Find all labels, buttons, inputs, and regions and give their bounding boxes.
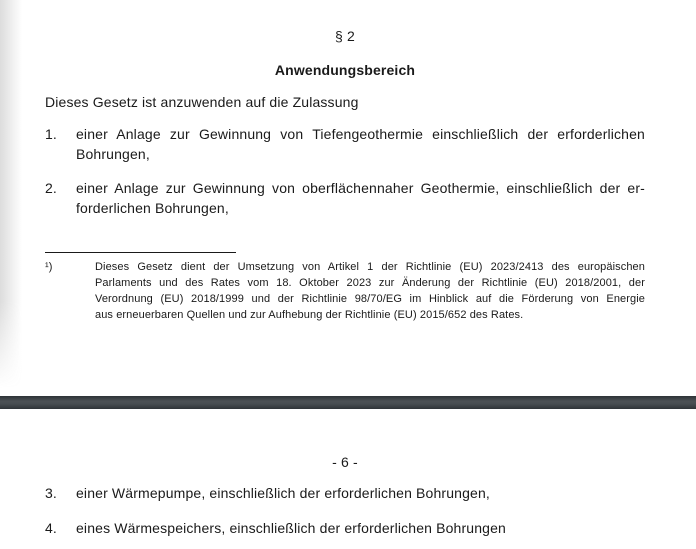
list-number: 3. — [45, 485, 57, 501]
list-item-text — [76, 124, 645, 164]
section-title: Anwendungsbereich — [274, 62, 416, 78]
list-item-1 — [45, 124, 645, 164]
list-line: forderlichen Bohrungen, — [76, 200, 229, 216]
section-number: § 2 — [335, 28, 355, 44]
list-line: eines Wärmespeichers, einschließlich der erforderlichen Bohrungen — [76, 520, 506, 536]
page-edge-shadow — [0, 0, 24, 396]
page-break-bar — [0, 396, 696, 409]
page-number: - 6 - — [332, 454, 358, 470]
footnote-line: aus erneuerbaren Quellen und zur Aufhebung der Richtlinie (EU) 2015/652 des Rates. — [95, 309, 524, 321]
footnote-line: Verordnung (EU) 2018/1999 und der Richtlinie 98/70/EG im Hinblick auf die Förderung von Energie — [95, 293, 645, 305]
footnote-line: Parlaments und des Rates vom 18. Oktober 2023 zur Änderung der Richtlinie (EU) 2018/2001, der — [95, 277, 645, 289]
list-line: einer Anlage zur Gewinnung von oberflächennaher Geothermie, einschließlich der er- — [76, 180, 645, 196]
list-number: 1. — [45, 126, 57, 142]
list-line: Bohrungen, — [76, 146, 150, 162]
intro-paragraph: Dieses Gesetz ist anzuwenden auf die Zulassung — [45, 94, 359, 110]
list-item-text — [76, 178, 645, 218]
footnote-text — [95, 259, 645, 323]
list-number: 2. — [45, 180, 57, 196]
footnote-marker: ¹) — [45, 261, 53, 273]
list-number: 4. — [45, 520, 57, 536]
list-line: einer Anlage zur Gewinnung von Tiefengeothermie einschließlich der erforderlichen — [76, 126, 645, 142]
list-line: einer Wärmepumpe, einschließlich der erforderlichen Bohrungen, — [76, 485, 490, 501]
footnote-1 — [45, 259, 645, 323]
list-item-2 — [45, 178, 645, 218]
list-item-4 — [45, 518, 645, 538]
list-item-text — [76, 483, 645, 503]
list-item-text — [76, 518, 645, 538]
footnote-line: Dieses Gesetz dient der Umsetzung von Artikel 1 der Richtlinie (EU) 2023/2413 des europäischen — [95, 261, 645, 273]
list-item-3 — [45, 483, 645, 503]
footnote-separator-rule — [45, 252, 236, 253]
